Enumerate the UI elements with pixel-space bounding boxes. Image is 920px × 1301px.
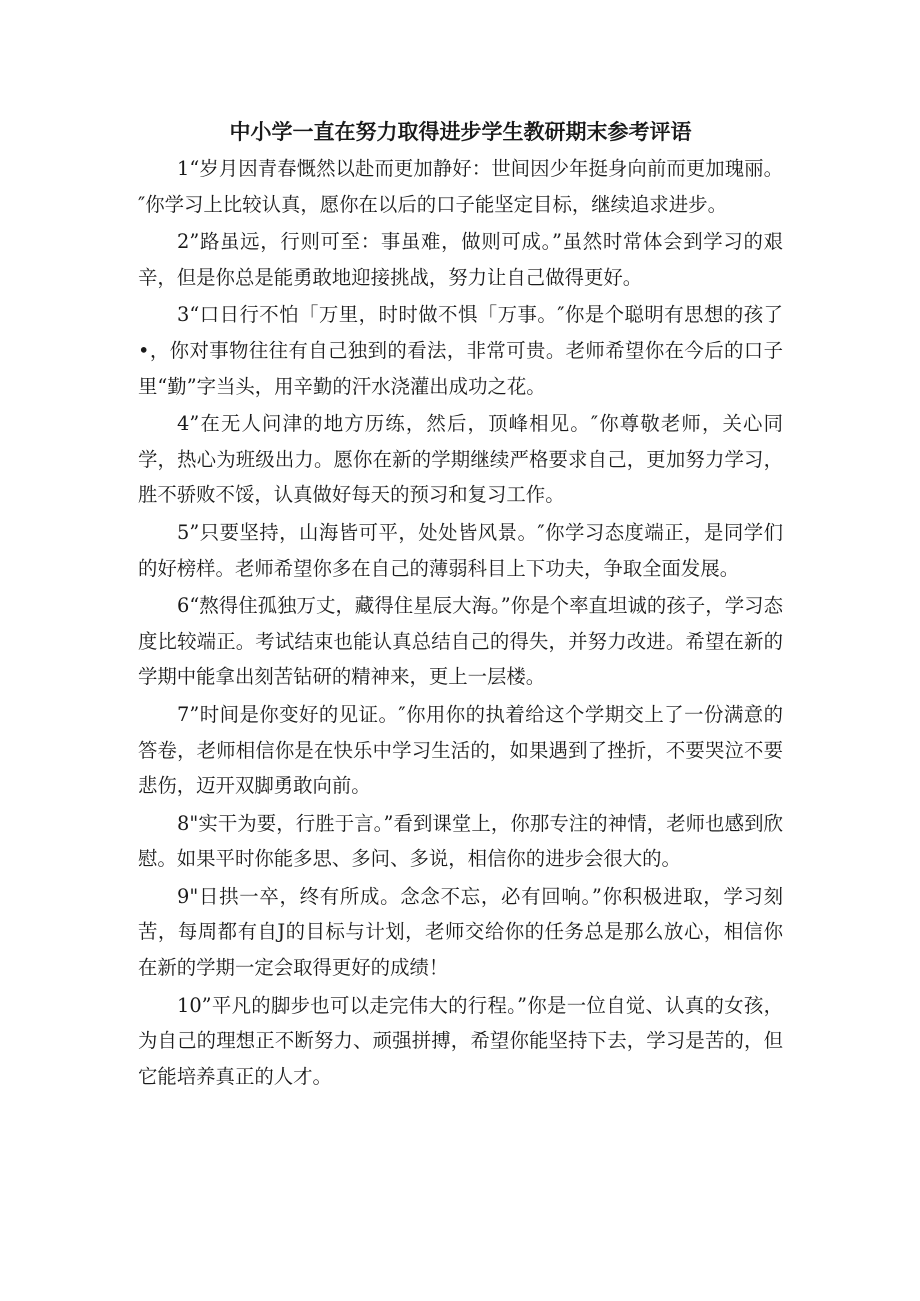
comment-paragraph-1: 1“岁月因青春慨然以赴而更加静好：世间因少年挺身向前而更加瑰丽。″你学习上比较认真，愿你在以后的口子能坚定目标，继续追求进步。 bbox=[138, 157, 783, 216]
comment-paragraph-9: 9"日拱一卒，终有所成。念念不忘，必有回响。”你积极进取，学习刻苦，每周都有自J的目标与计划，老师交给你的任务总是那么放心，相信你在新的学期一定会取得更好的成绩！ bbox=[138, 884, 783, 980]
comment-paragraph-8: 8"实干为要，行胜于言。”看到课堂上，你那专注的神情，老师也感到欣慰。如果平时你能多思、多问、多说，相信你的进步会很大的。 bbox=[138, 811, 783, 871]
comment-paragraph-4: 4”在无人问津的地方历练，然后，顶峰相见。″你尊敬老师，关心同学，热心为班级出力。愿你在新的学期继续严格要求自己，更加努力学习，胜不骄败不馁，认真做好每天的预习和复习工作。 bbox=[138, 412, 783, 507]
comment-paragraph-2: 2”路虽远，行则可至：事虽难，做则可成。”虽然时常体会到学习的艰辛，但是你总是能勇敢地迎接挑战，努力让自己做得更好。 bbox=[138, 230, 783, 289]
document-title: 中小学一直在努力取得进步学生教研期末参考评语 bbox=[229, 120, 692, 144]
comment-paragraph-6: 6“熬得住孤独万丈，藏得住星辰大海。”你是个率直坦诚的孩子，学习态度比较端正。考试结束也能认真总结自己的得失，并努力改进。希望在新的学期中能拿出刻苦钻研的精神来，更上一层楼。 bbox=[138, 594, 783, 689]
comment-paragraph-7: 7”时间是你变好的见证。″你用你的执着给这个学期交上了一份满意的答卷，老师相信你是在快乐中学习生活的，如果遇到了挫折，不要哭泣不要悲伤，迈开双脚勇敢向前。 bbox=[138, 702, 783, 798]
comment-paragraph-10: 10”平凡的脚步也可以走完伟大的行程。”你是一位自觉、认真的女孩，为自己的理想正不断努力、顽强拼搏，希望你能坚持下去，学习是苦的，但它能培养真正的人才。 bbox=[138, 993, 783, 1088]
document-body bbox=[138, 115, 783, 1096]
comment-paragraph-3: 3“口日行不怕「万里，时时做不惧「万事。″你是个聪明有思想的孩了•，你对事物往往有自己独到的看法，非常可贵。老师希望你在今后的口子里“勤”字当头，用辛勤的汗水浇灌出成功之花。 bbox=[138, 303, 783, 398]
comment-paragraph-5: 5”只要坚持，山海皆可平，处处皆风景。″你学习态度端正，是同学们的好榜样。老师希望你多在自己的薄弱科目上下功夫，争取全面发展。 bbox=[138, 520, 783, 580]
